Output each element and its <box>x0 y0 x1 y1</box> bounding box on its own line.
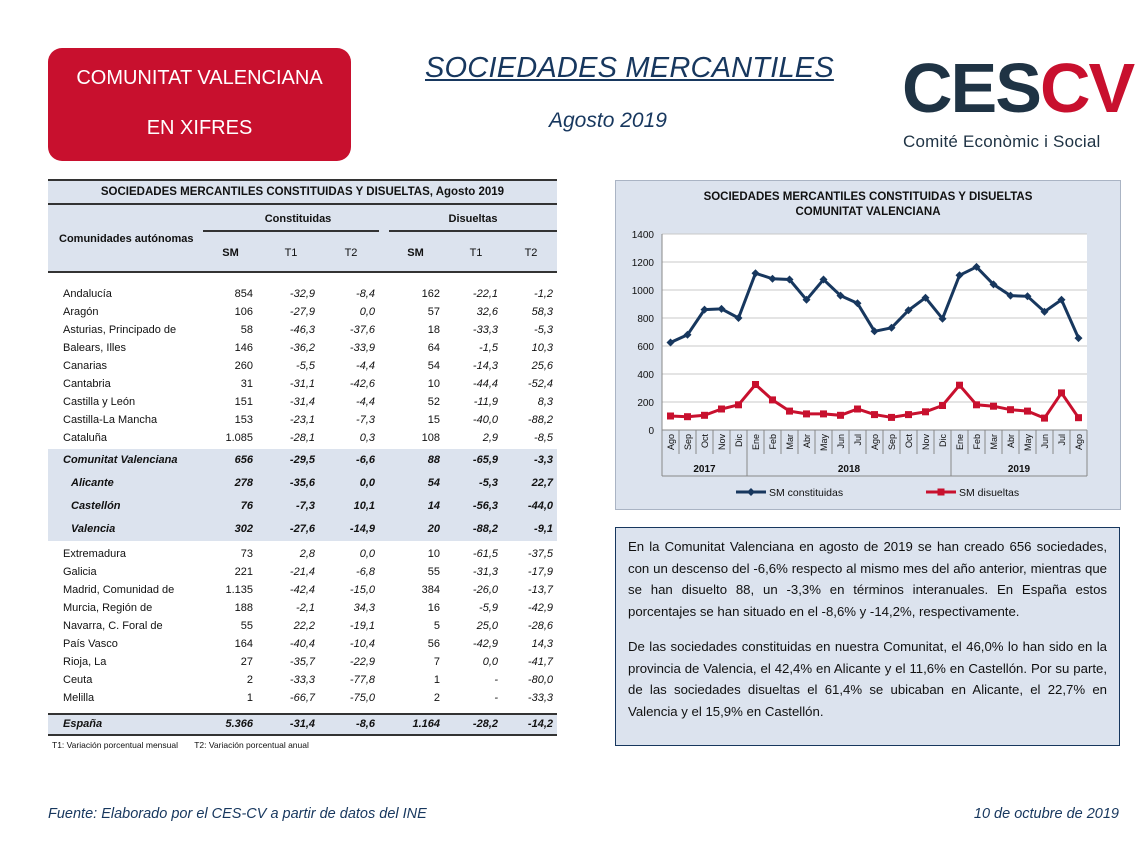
table-row <box>48 617 557 635</box>
table-row <box>48 635 557 653</box>
table-row <box>48 321 557 339</box>
table-cell: -56,3 <box>472 500 498 512</box>
legend-marker <box>938 489 945 496</box>
row-header-label: Comunidades autónomas <box>59 233 194 245</box>
x-tick-label: Ene <box>751 434 761 451</box>
table-cell: 0,0 <box>359 477 375 489</box>
table-cell: 5.366 <box>225 718 253 730</box>
region-name: Comunitat Valenciana <box>63 454 178 466</box>
data-point <box>684 413 691 420</box>
table-row <box>48 671 557 689</box>
table-cell: 22,2 <box>293 620 315 632</box>
col-header-t2: T2 <box>344 247 358 259</box>
col-header-sm: SM <box>407 247 424 259</box>
x-tick-label: May <box>1023 434 1033 452</box>
table-cell: 88 <box>427 454 440 466</box>
x-tick-label: Jun <box>836 434 846 449</box>
region-badge <box>48 48 351 161</box>
table-row <box>48 339 557 357</box>
table-cell: 2 <box>433 692 440 704</box>
table-cell: -31,4 <box>289 396 315 408</box>
table-cell: -66,7 <box>289 692 315 704</box>
table-cell: -1,2 <box>534 288 553 300</box>
table-cell: -8,4 <box>356 288 375 300</box>
table-cell: -31,1 <box>289 378 315 390</box>
table-cell: -19,1 <box>349 620 375 632</box>
table-cell: -27,6 <box>289 523 315 535</box>
x-tick-label: Ago <box>1074 434 1084 451</box>
table-cell: -2,1 <box>296 602 315 614</box>
table-row <box>48 518 557 541</box>
table-cell: -61,5 <box>472 548 498 560</box>
table-cell: -1,5 <box>479 342 498 354</box>
table-cell: -3,3 <box>534 454 553 466</box>
data-point <box>735 401 742 408</box>
data-point <box>786 408 793 415</box>
table-cell: 2,9 <box>482 432 498 444</box>
table-cell: -5,5 <box>296 360 315 372</box>
legend-label: SM constituidas <box>769 487 844 499</box>
data-point <box>1075 414 1082 421</box>
data-point <box>752 381 759 388</box>
table-row <box>48 393 557 411</box>
table-cell: -40,4 <box>289 638 315 650</box>
table-cell: 1.135 <box>225 584 253 596</box>
summary-box <box>615 527 1120 746</box>
line-chart <box>616 181 1122 511</box>
region-name: Aragón <box>63 306 99 318</box>
x-tick-label: Abr <box>1006 434 1016 449</box>
table-row <box>48 495 557 518</box>
table-header <box>48 205 557 273</box>
table-cell: 14 <box>427 500 440 512</box>
table-cell: 34,3 <box>353 602 375 614</box>
region-name: Melilla <box>63 692 95 704</box>
legend-marker <box>747 488 755 496</box>
data-point <box>1058 389 1065 396</box>
table-cell: -9,1 <box>534 523 553 535</box>
table-cell: -14,9 <box>349 523 375 535</box>
table-cell: -13,7 <box>527 584 553 596</box>
table-cell: -65,9 <box>472 454 498 466</box>
region-name: Castilla y León <box>63 396 136 408</box>
table-cell: -77,8 <box>349 674 375 686</box>
table-cell: -23,1 <box>289 414 315 426</box>
region-name: Andalucía <box>63 288 112 300</box>
data-point <box>854 406 861 413</box>
table-row <box>48 545 557 563</box>
table-row <box>48 653 557 671</box>
table-cell: -15,0 <box>349 584 375 596</box>
table-cell: 0,3 <box>359 432 375 444</box>
table-cell: 14,3 <box>531 638 553 650</box>
table-cell: 57 <box>427 306 440 318</box>
table-cell: 18 <box>427 324 440 336</box>
table-cell: -88,2 <box>527 414 553 426</box>
table-row <box>48 285 557 303</box>
region-name: España <box>63 718 103 730</box>
summary-paragraph-1: En la Comunitat Valenciana en agosto de 2019 se han creado 656 sociedades, con un descenso del -6,6% respecto al mismo mes del año anterior, mientras que se han disuelto 88, un -3,3% en términos interanuales. En España estos porcentajes se han situado en el -8,6% y -14,2%, respectivamente. <box>628 539 1107 619</box>
col-header-t2: T2 <box>524 247 538 259</box>
table-row <box>48 449 557 472</box>
table-cell: 7 <box>433 656 440 668</box>
table-cell: -31,4 <box>289 718 315 730</box>
region-name: Ceuta <box>63 674 93 686</box>
data-point <box>769 396 776 403</box>
table-cell: 20 <box>427 523 440 535</box>
table-cell: -28,6 <box>527 620 553 632</box>
x-tick-label: Mar <box>785 434 795 450</box>
x-tick-label: Dic <box>938 434 948 447</box>
table-body <box>48 273 557 736</box>
table-cell: 54 <box>427 477 440 489</box>
table-cell: 32,6 <box>476 306 498 318</box>
legend-label: SM disueltas <box>959 487 1020 499</box>
table-cell: -52,4 <box>527 378 553 390</box>
table-cell: 10 <box>427 378 440 390</box>
table-cell: 15 <box>427 414 440 426</box>
col-header-t1: T1 <box>284 247 298 259</box>
table-row <box>48 599 557 617</box>
x-tick-label: Abr <box>802 434 812 449</box>
table-cell: -44,0 <box>527 500 553 512</box>
data-point <box>667 413 674 420</box>
table-row <box>48 429 557 447</box>
x-tick-label: Feb <box>768 434 778 450</box>
col-divider <box>325 271 379 273</box>
table-row <box>48 357 557 375</box>
table-cell: 2,8 <box>299 548 315 560</box>
table-title: SOCIEDADES MERCANTILES CONSTITUIDAS Y DISUELTAS, Agosto 2019 <box>48 179 557 205</box>
table-cell: 56 <box>427 638 440 650</box>
table-row <box>48 303 557 321</box>
table-cell: 64 <box>427 342 440 354</box>
table-cell: -33,3 <box>527 692 553 704</box>
table-cell: -21,4 <box>289 566 315 578</box>
table-cell: 151 <box>234 396 253 408</box>
table-row <box>48 563 557 581</box>
table-cell: 260 <box>234 360 253 372</box>
source-note: Fuente: Elaborado por el CES-CV a partir de datos del INE <box>48 806 427 822</box>
table-cell: -33,9 <box>349 342 375 354</box>
data-point <box>973 401 980 408</box>
region-name: Madrid, Comunidad de <box>63 584 175 596</box>
x-tick-label: May <box>819 434 829 452</box>
region-name: Castilla-La Mancha <box>63 414 158 426</box>
table-cell: -42,4 <box>289 584 315 596</box>
table-cell: 10 <box>427 548 440 560</box>
year-label: 2019 <box>1007 464 1031 475</box>
region-name: Cataluña <box>63 432 108 444</box>
x-tick-label: Nov <box>717 434 727 451</box>
data-point <box>871 411 878 418</box>
table-cell: -41,7 <box>527 656 553 668</box>
page-subtitle: Agosto 2019 <box>549 109 667 132</box>
table-cell: -28,1 <box>289 432 315 444</box>
table-cell: -36,2 <box>289 342 315 354</box>
group-disueltas: Disueltas <box>448 213 498 225</box>
group-constituidas: Constituidas <box>264 213 332 225</box>
data-point <box>820 410 827 417</box>
col-divider <box>450 271 504 273</box>
table-cell: -29,5 <box>289 454 315 466</box>
col-divider <box>389 271 444 273</box>
table-cell: -5,3 <box>534 324 553 336</box>
x-tick-label: Jul <box>853 434 863 446</box>
y-tick-label: 800 <box>637 314 654 325</box>
table-cell: -17,9 <box>527 566 553 578</box>
table-cell: 2 <box>246 674 253 686</box>
data-point <box>803 410 810 417</box>
col-header-t1: T1 <box>469 247 483 259</box>
table-cell: 1 <box>246 692 253 704</box>
group-divider <box>389 230 557 232</box>
x-tick-label: Oct <box>904 434 914 449</box>
data-point <box>1041 415 1048 422</box>
group-divider <box>203 230 379 232</box>
badge-line-2: EN XIFRES <box>146 117 253 139</box>
region-name: Balears, Illes <box>63 342 126 354</box>
table-cell: -35,7 <box>289 656 315 668</box>
table-cell: 76 <box>240 500 253 512</box>
data-point <box>939 402 946 409</box>
table-cell: 25,6 <box>531 360 553 372</box>
x-tick-label: Jun <box>1040 434 1050 449</box>
table-cell: -44,4 <box>472 378 498 390</box>
page-title: SOCIEDADES MERCANTILES <box>425 52 834 84</box>
table-row <box>48 713 557 736</box>
table-row <box>48 581 557 599</box>
region-name: Galicia <box>63 566 97 578</box>
data-point <box>922 408 929 415</box>
table-cell: -37,5 <box>527 548 553 560</box>
region-name: País Vasco <box>63 638 118 650</box>
logo-cv: CV <box>1039 49 1134 127</box>
region-name: Cantabria <box>63 378 111 390</box>
x-tick-label: Nov <box>921 434 931 451</box>
chart-title-line-2: COMUNITAT VALENCIANA <box>795 206 941 218</box>
table-cell: -22,9 <box>349 656 375 668</box>
table-row <box>48 411 557 429</box>
table-cell: 1.085 <box>225 432 253 444</box>
table-cell: -14,3 <box>472 360 498 372</box>
table-cell: -46,3 <box>289 324 315 336</box>
table-cell: -33,3 <box>289 674 315 686</box>
data-point <box>990 403 997 410</box>
col-header-sm: SM <box>222 247 239 259</box>
table-footnote <box>48 740 557 750</box>
x-tick-label: Oct <box>700 434 710 449</box>
table-cell: -37,6 <box>349 324 375 336</box>
table-cell: 55 <box>240 620 253 632</box>
publication-date: 10 de octubre de 2019 <box>973 806 1119 822</box>
table-cell: -8,6 <box>356 718 375 730</box>
table-cell: -11,9 <box>473 396 498 408</box>
region-name: Castellón <box>71 500 121 512</box>
footnote-t2: T2: Variación porcentual anual <box>194 740 309 750</box>
table-cell: - <box>494 674 498 686</box>
x-tick-label: Dic <box>734 434 744 447</box>
data-point <box>837 412 844 419</box>
table-cell: - <box>494 692 498 704</box>
y-tick-label: 1000 <box>631 286 654 297</box>
data-point <box>1007 406 1014 413</box>
table-cell: 384 <box>421 584 440 596</box>
x-tick-label: Feb <box>972 434 982 450</box>
x-tick-label: Sep <box>683 434 693 451</box>
table-cell: 58 <box>240 324 253 336</box>
region-name: Asturias, Principado de <box>63 324 177 336</box>
table-cell: -75,0 <box>349 692 375 704</box>
table-cell: 146 <box>234 342 253 354</box>
table-cell: 854 <box>234 288 253 300</box>
table-cell: 0,0 <box>482 656 498 668</box>
companies-table <box>48 179 557 750</box>
table-cell: -7,3 <box>356 414 375 426</box>
table-cell: 10,1 <box>353 500 375 512</box>
y-tick-label: 1200 <box>631 258 654 269</box>
table-cell: -22,1 <box>472 288 498 300</box>
table-cell: 54 <box>427 360 440 372</box>
year-label: 2017 <box>693 464 716 475</box>
table-cell: -35,6 <box>289 477 315 489</box>
table-cell: 0,0 <box>359 306 375 318</box>
x-tick-label: Ene <box>955 434 965 451</box>
x-tick-label: Ago <box>666 434 676 451</box>
data-point <box>718 406 725 413</box>
table-cell: -28,2 <box>472 718 498 730</box>
table-cell: 58,3 <box>531 306 553 318</box>
table-cell: -7,3 <box>296 500 315 512</box>
badge-line-1: COMUNITAT VALENCIANA <box>76 67 323 89</box>
table-cell: 153 <box>234 414 253 426</box>
region-name: Murcia, Región de <box>63 602 153 614</box>
table-cell: 52 <box>427 396 440 408</box>
region-name: Canarias <box>63 360 108 372</box>
year-label: 2018 <box>837 464 861 475</box>
y-tick-label: 1400 <box>631 230 654 241</box>
table-cell: -40,0 <box>472 414 498 426</box>
table-cell: 16 <box>427 602 440 614</box>
x-tick-label: Mar <box>989 434 999 450</box>
table-cell: -27,9 <box>289 306 315 318</box>
cescv-logo <box>902 49 1134 157</box>
col-divider <box>510 271 557 273</box>
table-cell: -6,8 <box>356 566 375 578</box>
table-cell: -5,9 <box>479 602 498 614</box>
data-point <box>1024 408 1031 415</box>
table-cell: -88,2 <box>472 523 498 535</box>
table-cell: 162 <box>421 288 440 300</box>
table-cell: -80,0 <box>527 674 553 686</box>
chart-panel <box>615 180 1121 510</box>
table-cell: 164 <box>234 638 253 650</box>
data-point <box>956 382 963 389</box>
table-cell: -26,0 <box>472 584 498 596</box>
data-point <box>888 414 895 421</box>
y-tick-label: 600 <box>637 342 654 353</box>
x-tick-label: Ago <box>870 434 880 451</box>
table-cell: 656 <box>234 454 253 466</box>
table-cell: 106 <box>234 306 253 318</box>
region-name: Valencia <box>71 523 116 535</box>
table-cell: -10,4 <box>349 638 375 650</box>
table-cell: 188 <box>234 602 253 614</box>
table-cell: -5,3 <box>479 477 498 489</box>
table-cell: -42,6 <box>349 378 375 390</box>
table-cell: -33,3 <box>472 324 498 336</box>
region-name: Navarra, C. Foral de <box>63 620 163 632</box>
col-divider <box>264 271 319 273</box>
region-name: Extremadura <box>63 548 126 560</box>
table-cell: -31,3 <box>472 566 498 578</box>
table-cell: 27 <box>240 656 253 668</box>
y-tick-label: 200 <box>637 398 654 409</box>
table-cell: 73 <box>240 548 253 560</box>
table-cell: -14,2 <box>527 718 553 730</box>
footnote-t1: T1: Variación porcentual mensual <box>52 740 178 750</box>
x-tick-label: Sep <box>887 434 897 451</box>
table-cell: 25,0 <box>476 620 498 632</box>
data-point <box>905 411 912 418</box>
col-divider <box>203 271 258 273</box>
table-cell: -8,5 <box>534 432 553 444</box>
region-name: Alicante <box>71 477 114 489</box>
table-cell: 0,0 <box>359 548 375 560</box>
table-cell: -42,9 <box>527 602 553 614</box>
y-tick-label: 0 <box>648 426 654 437</box>
table-cell: 31 <box>240 378 253 390</box>
data-point <box>701 412 708 419</box>
table-cell: 5 <box>433 620 440 632</box>
table-cell: 1.164 <box>412 718 440 730</box>
table-cell: -6,6 <box>356 454 375 466</box>
table-row <box>48 375 557 393</box>
table-cell: 278 <box>234 477 253 489</box>
table-row <box>48 472 557 495</box>
region-name: Rioja, La <box>63 656 107 668</box>
table-cell: 22,7 <box>531 477 553 489</box>
logo-subtitle: Comité Econòmic i Social <box>903 132 1101 151</box>
table-cell: 8,3 <box>537 396 553 408</box>
summary-paragraph-2: De las sociedades constituidas en nuestra Comunitat, el 46,0% lo han sido en la provincia de Valencia, el 42,4% en Alicante y el 11,6% en Castellón. Por su parte, de las sociedades disueltas el 61,4% se ubicaban en Alicante, el 22,7% en Valencia y el 15,9% en Castellón. <box>628 639 1107 719</box>
table-cell: -4,4 <box>356 360 375 372</box>
table-row <box>48 689 557 707</box>
table-cell: -4,4 <box>356 396 375 408</box>
table-cell: 1 <box>433 674 440 686</box>
table-cell: 108 <box>421 432 440 444</box>
x-tick-label: Jul <box>1057 434 1067 446</box>
y-tick-label: 400 <box>637 370 654 381</box>
logo-ces: CES <box>902 49 1040 127</box>
table-cell: 10,3 <box>531 342 553 354</box>
table-cell: 55 <box>427 566 440 578</box>
table-cell: -32,9 <box>289 288 315 300</box>
chart-title-line-1: SOCIEDADES MERCANTILES CONSTITUIDAS Y DISUELTAS <box>703 191 1033 203</box>
table-cell: 302 <box>234 523 253 535</box>
table-cell: 221 <box>234 566 253 578</box>
table-cell: -42,9 <box>472 638 498 650</box>
